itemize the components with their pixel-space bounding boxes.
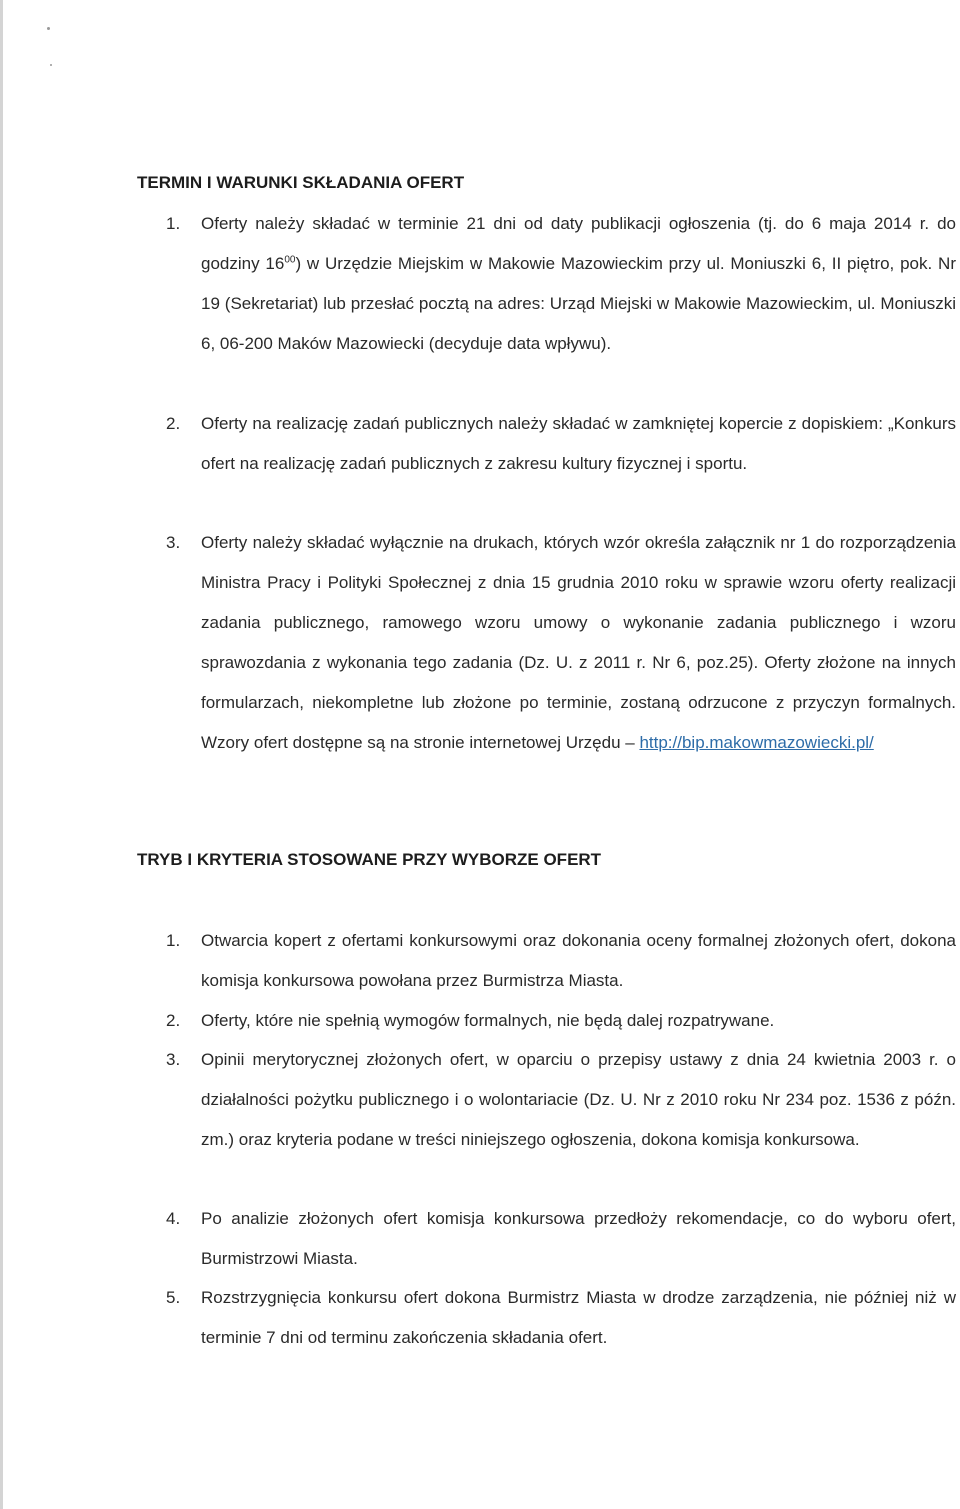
- item-number: 3.: [166, 1050, 181, 1069]
- item-number: 1.: [166, 931, 181, 950]
- item-number: 4.: [166, 1209, 181, 1228]
- item-number: 2.: [166, 1011, 181, 1030]
- item-text: Oferty należy składać wyłącznie na drukach, których wzór określa załącznik nr 1 do rozporządzenia Ministra Pracy i Polityki Społecznej z dnia 15 grudnia 2010 roku w sprawie wzoru oferty realizacji zadania publicznego, ramowego wzoru umowy o wykonanie zadania publicznego i wzoru sprawozdania z wykonania tego zadania (Dz. U. z 2011 r. Nr 6, poz.25). Oferty złożone na innych formularzach, niekompletne lub złożone po terminie, zostaną odrzucone z przyczyn formalnych. Wzory ofert dostępne są na stronie internetowej Urzędu – http://bip.makowmazowiecki.pl/: [201, 533, 956, 752]
- scan-edge: [0, 0, 3, 1509]
- scan-speck: [47, 27, 50, 30]
- section-heading-terms: TERMIN I WARUNKI SKŁADANIA OFERT: [137, 173, 465, 192]
- item-text: Oferty, które nie spełnią wymogów formalnych, nie będą dalej rozpatrywane.: [201, 1011, 775, 1030]
- item-number: 1.: [166, 214, 181, 233]
- scan-speck: [50, 64, 52, 66]
- item-number: 3.: [166, 533, 181, 552]
- item-text: Otwarcia kopert z ofertami konkursowymi oraz dokonania oceny formalnej złożonych ofert, dokona komisja konkursowa powołana przez Burmistrza Miasta.: [201, 931, 956, 990]
- item-text: Po analizie złożonych ofert komisja konkursowa przedłoży rekomendacje, co do wyboru ofert, Burmistrzowi Miasta.: [201, 1209, 956, 1268]
- item-text: Oferty na realizację zadań publicznych należy składać w zamkniętej kopercie z dopiskiem: „Konkurs ofert na realizację zadań publicznych z zakresu kultury fizycznej i sportu.: [201, 414, 956, 473]
- section-heading-criteria: TRYB I KRYTERIA STOSOWANE PRZY WYBORZE OFERT: [137, 850, 602, 869]
- item-text: Rozstrzygnięcia konkursu ofert dokona Burmistrz Miasta w drodze zarządzenia, nie później niż w terminie 7 dni od terminu zakończenia składania ofert.: [201, 1288, 956, 1347]
- item-text: Opinii merytorycznej złożonych ofert, w oparciu o przepisy ustawy z dnia 24 kwietnia 2003 r. o działalności pożytku publicznego i o wolontariacie (Dz. U. Nr z 2010 roku Nr 234 poz. 1536 z późn. zm.) oraz kryteria podane w treści niniejszego ogłoszenia, dokona komisja konkursowa.: [201, 1050, 956, 1149]
- item-text: Oferty należy składać w terminie 21 dni od daty publikacji ogłoszenia (tj. do 6 maja 2014 r. do godziny $16^{00}$) w Urzędzie Miejskim w Makowie Mazowieckim przy ul. Moniuszki 6, II piętro, pok. Nr 19 (Sekretariat) lub przesłać pocztą na adres: Urząd Miejski w Makowie Mazowieckim, ul. Moniuszki 6, 06-200 Maków Mazowiecki (decyduje data wpływu).: [201, 214, 956, 353]
- superscript: 00: [284, 254, 296, 266]
- bip-website-link[interactable]: http://bip.makowmazowiecki.pl/: [639, 733, 874, 752]
- item-number: 2.: [166, 414, 181, 433]
- item-number: 5.: [166, 1288, 181, 1307]
